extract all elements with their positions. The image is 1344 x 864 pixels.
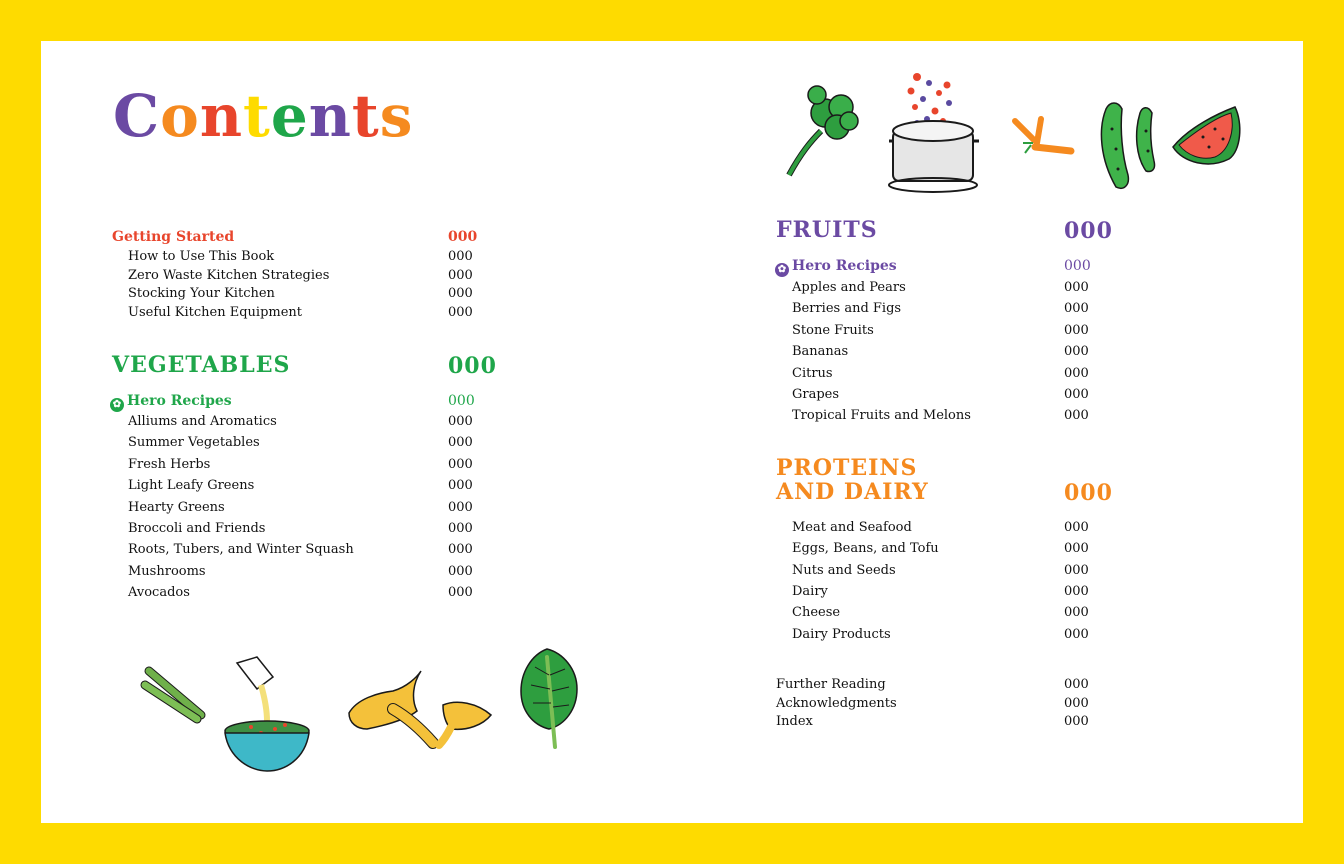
- chanterelle-illustration: [347, 669, 497, 749]
- toc-entry-label[interactable]: Avocados: [128, 585, 190, 601]
- star-icon: ✿: [775, 263, 789, 277]
- toc-entry-page: 000: [448, 286, 473, 302]
- toc-entry-page: 000: [1064, 344, 1089, 360]
- broccoli-illustration: [781, 83, 861, 179]
- toc-entry-page: 000: [1064, 583, 1089, 599]
- toc-entry-page: 000: [1064, 322, 1089, 338]
- fruits-page: 000: [1064, 218, 1113, 244]
- title-letter: n: [199, 82, 244, 150]
- vegetables-hero-page: 000: [448, 393, 475, 409]
- kale-illustration: [517, 645, 581, 751]
- toc-entry-label[interactable]: Berries and Figs: [792, 301, 902, 317]
- toc-entry-page: 000: [1064, 520, 1089, 535]
- toc-entry-page: 000: [448, 478, 473, 494]
- fruits-hero-page: 000: [1064, 258, 1091, 274]
- toc-entry-label[interactable]: Alliums and Aromatics: [128, 414, 277, 429]
- fruits-hero-recipes: [775, 258, 897, 277]
- toc-entry-page: 000: [1064, 695, 1089, 711]
- hero-recipes-label: Hero Recipes: [792, 258, 897, 274]
- toc-entry-label[interactable]: Citrus: [792, 365, 833, 381]
- proteins-heading: [776, 456, 929, 504]
- proteins-heading-line2: AND DAIRY: [776, 479, 929, 506]
- toc-entry-page: 000: [448, 585, 473, 601]
- toc-entry-label[interactable]: Fresh Herbs: [128, 456, 211, 472]
- toc-entry-label[interactable]: Stocking Your Kitchen: [128, 286, 275, 302]
- toc-entry-label[interactable]: Bananas: [792, 344, 849, 360]
- title-letter: o: [160, 82, 200, 150]
- fruits-heading: FRUITS: [776, 217, 878, 243]
- proteins-page: 000: [1064, 480, 1113, 506]
- toc-entry-label[interactable]: Light Leafy Greens: [128, 478, 255, 494]
- getting-started-heading: Getting Started: [112, 229, 235, 245]
- title-letter: t: [243, 82, 271, 150]
- toc-entry-page: 000: [1064, 605, 1089, 621]
- hero-recipes-label: Hero Recipes: [127, 393, 232, 409]
- title-letter: C: [113, 82, 161, 150]
- toc-entry-label[interactable]: Apples and Pears: [792, 280, 906, 295]
- toc-entry-page: 000: [1064, 626, 1089, 642]
- toc-entry-label[interactable]: Summer Vegetables: [128, 435, 260, 451]
- carrot-illustration: [1011, 117, 1075, 161]
- toc-entry-page: 000: [448, 499, 473, 515]
- toc-entry-page: 000: [1064, 408, 1089, 424]
- toc-entry-page: 000: [1064, 677, 1089, 692]
- title-letter: n: [308, 82, 352, 150]
- vegetables-page: 000: [448, 353, 497, 379]
- toc-entry-page: 000: [448, 249, 473, 264]
- toc-entry-label[interactable]: Useful Kitchen Equipment: [128, 305, 303, 321]
- toc-entry-label[interactable]: Index: [776, 714, 813, 729]
- toc-entry-label[interactable]: Acknowledgments: [776, 695, 897, 711]
- toc-entry-page: 000: [448, 305, 473, 321]
- contents-page: [41, 41, 1303, 823]
- toc-entry-label[interactable]: Eggs, Beans, and Tofu: [792, 541, 939, 557]
- toc-entry-label[interactable]: Nuts and Seeds: [792, 562, 896, 578]
- toc-entry-label[interactable]: Tropical Fruits and Melons: [792, 408, 971, 424]
- vegetables-hero-recipes: [110, 393, 232, 412]
- title-letter: s: [379, 82, 414, 150]
- toc-entry-page: 000: [448, 563, 473, 579]
- green-beans-illustration: [143, 665, 207, 723]
- toc-entry-page: 000: [1064, 387, 1089, 402]
- toc-entry-page: 000: [1064, 714, 1089, 729]
- toc-entry-page: 000: [1064, 280, 1089, 295]
- toc-entry-label[interactable]: Mushrooms: [128, 563, 206, 579]
- toc-entry-label[interactable]: Hearty Greens: [128, 499, 225, 515]
- toc-entry-label[interactable]: Dairy Products: [792, 626, 891, 642]
- toc-entry-page: 000: [448, 435, 473, 451]
- cucumber-illustration: [1096, 99, 1166, 193]
- toc-entry-label[interactable]: Cheese: [792, 605, 841, 621]
- salad-bowl-illustration: [221, 655, 313, 775]
- proteins-heading-line1: PROTEINS: [776, 455, 918, 481]
- toc-entry-page: 000: [1064, 541, 1089, 557]
- toc-entry-page: 000: [448, 267, 473, 283]
- page-title: [113, 82, 414, 150]
- toc-entry-label[interactable]: Broccoli and Friends: [128, 521, 266, 536]
- vegetables-heading: VEGETABLES: [112, 352, 291, 378]
- toc-entry-page: 000: [448, 521, 473, 536]
- star-icon: ✿: [110, 398, 124, 412]
- toc-entry-page: 000: [1064, 562, 1089, 578]
- soup-pot-illustration: [887, 71, 983, 195]
- toc-entry-label[interactable]: Zero Waste Kitchen Strategies: [128, 267, 330, 283]
- title-letter: e: [270, 82, 309, 150]
- toc-entry-page: 000: [1064, 365, 1089, 381]
- toc-entry-page: 000: [448, 542, 473, 558]
- toc-entry-page: 000: [1064, 301, 1089, 317]
- watermelon-illustration: [1169, 103, 1243, 171]
- toc-entry-label[interactable]: Meat and Seafood: [792, 520, 912, 535]
- toc-entry-label[interactable]: Stone Fruits: [792, 322, 874, 338]
- toc-entry-label[interactable]: How to Use This Book: [128, 249, 275, 264]
- toc-entry-page: 000: [448, 456, 473, 472]
- toc-entry-label[interactable]: Dairy: [792, 583, 828, 599]
- toc-entry-page: 000: [448, 414, 473, 429]
- toc-entry-label[interactable]: Roots, Tubers, and Winter Squash: [128, 542, 354, 558]
- toc-entry-label[interactable]: Grapes: [792, 387, 840, 402]
- toc-entry-label[interactable]: Further Reading: [776, 677, 886, 692]
- getting-started-page: 000: [448, 229, 478, 245]
- title-letter: t: [351, 82, 380, 150]
